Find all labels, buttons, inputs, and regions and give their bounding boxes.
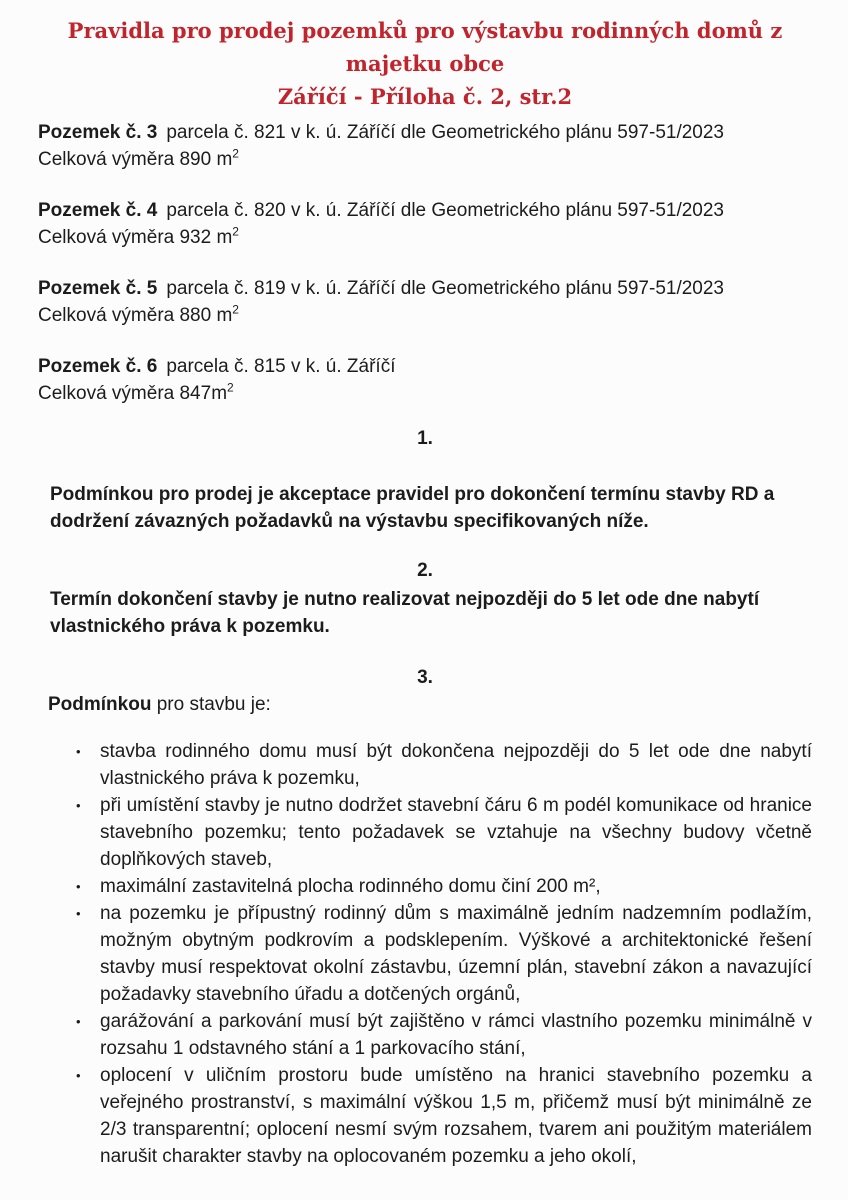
parcel-headline xyxy=(38,353,812,380)
parcel-block-4 xyxy=(38,197,812,251)
parcel-detail: parcela č. 815 v k. ú. Záříčí xyxy=(166,356,396,377)
rule-text: oplocení v uličním prostoru bude umístěno na hranici stavebního pozemku a veřejného prostranství, s maximální výškou 1,5 m, přičemž musí být minimálně ze 2/3 transparentní; oplocení nesmí svým rozsahem, tvarem ani použitým materiálem narušit charakter stavby na oplocovaném pozemku a jeho okolí, xyxy=(100,1065,812,1167)
area-superscript: 2 xyxy=(232,302,239,317)
area-superscript: 2 xyxy=(227,380,234,395)
rule-text: při umístění stavby je nutno dodržet stavební čáru 6 m podél komunikace od hranice stavebního pozemku; tento požadavek se vztahuje na všechny budovy včetně doplňkových staveb, xyxy=(100,795,812,870)
parcel-area-text: Celková výměra 932 m xyxy=(38,227,233,248)
rule-text: garážování a parkování musí být zajištěno v rámci vlastního pozemku minimálně v rozsahu 1 odstavného stání a 1 parkovacího stání, xyxy=(100,1011,812,1059)
rule-text: na pozemku je přípustný rodinný dům s maximálně jedním nadzemním podlažím, možným obytným podkrovím a podsklepením. Výškové a architektonické řešení stavby musí respektovat okolní zástavbu, územní plán, stavební zákon a navazující požadavky stavebního úřadu a dotčených orgánů, xyxy=(100,903,812,1005)
bullet-dot-icon: • xyxy=(76,1014,81,1029)
parcel-label: Pozemek č. 6 xyxy=(38,356,158,377)
rule-item-6 xyxy=(76,1062,812,1170)
parcel-area-text: Celková výměra 890 m xyxy=(38,149,233,170)
bullet-dot-icon: • xyxy=(76,906,81,921)
rule-item-1 xyxy=(76,738,812,792)
section-number-2: 2. xyxy=(417,560,433,581)
document-title-line-2: Záříčí - Příloha č. 2, str.2 xyxy=(277,84,573,109)
parcel-headline xyxy=(38,197,812,224)
parcel-label: Pozemek č. 4 xyxy=(38,200,158,221)
section-3-lead xyxy=(38,691,812,718)
parcel-area-text: Celková výměra 880 m xyxy=(38,305,233,326)
document-title xyxy=(38,14,812,113)
bullet-dot-icon: • xyxy=(76,879,81,894)
section-number-3: 3. xyxy=(417,667,433,688)
document-title-line-1: Pravidla pro prodej pozemků pro výstavbu rodinných domů z majetku obce xyxy=(67,18,783,76)
area-superscript: 2 xyxy=(232,224,239,239)
lead-rest-text: pro stavbu je: xyxy=(151,694,271,715)
section-number-1: 1. xyxy=(417,428,433,449)
bullet-dot-icon: • xyxy=(76,798,81,813)
parcel-area-text: Celková výměra 847m xyxy=(38,383,228,404)
rule-text: maximální zastavitelná plocha rodinného domu činí 200 m², xyxy=(100,876,601,897)
rules-list xyxy=(38,738,812,1170)
parcel-block-5 xyxy=(38,275,812,329)
parcel-area xyxy=(38,380,812,407)
parcel-label: Pozemek č. 3 xyxy=(38,122,158,143)
bullet-dot-icon: • xyxy=(76,1068,81,1083)
rule-item-4 xyxy=(76,900,812,1008)
rule-item-3 xyxy=(76,873,812,900)
rule-item-5 xyxy=(76,1008,812,1062)
rule-text: stavba rodinného domu musí být dokončena nejpozději do 5 let ode dne nabytí vlastnického práva k pozemku, xyxy=(100,741,812,789)
bullet-dot-icon: • xyxy=(76,744,81,759)
parcel-area xyxy=(38,224,812,251)
parcel-block-3 xyxy=(38,119,812,173)
parcel-area xyxy=(38,302,812,329)
section-paragraph-2: Termín dokončení stavby je nutno realizovat nejpozději do 5 let ode dne nabytí vlastnického práva k pozemku. xyxy=(50,589,760,637)
area-superscript: 2 xyxy=(232,146,239,161)
parcel-label: Pozemek č. 5 xyxy=(38,278,158,299)
lead-bold-word: Podmínkou xyxy=(48,694,152,715)
parcel-detail: parcela č. 819 v k. ú. Záříčí dle Geometrického plánu 597-51/2023 xyxy=(166,278,724,299)
parcel-headline xyxy=(38,275,812,302)
parcel-detail: parcela č. 821 v k. ú. Záříčí dle Geometrického plánu 597-51/2023 xyxy=(166,122,724,143)
parcel-area xyxy=(38,146,812,173)
parcel-detail: parcela č. 820 v k. ú. Záříčí dle Geometrického plánu 597-51/2023 xyxy=(166,200,724,221)
section-paragraph-1: Podmínkou pro prodej je akceptace pravidel pro dokončení termínu stavby RD a dodržení závazných požadavků na výstavbu specifikovaných níže. xyxy=(50,484,775,532)
rule-item-2 xyxy=(76,792,812,873)
parcel-headline xyxy=(38,119,812,146)
parcel-block-6 xyxy=(38,353,812,407)
